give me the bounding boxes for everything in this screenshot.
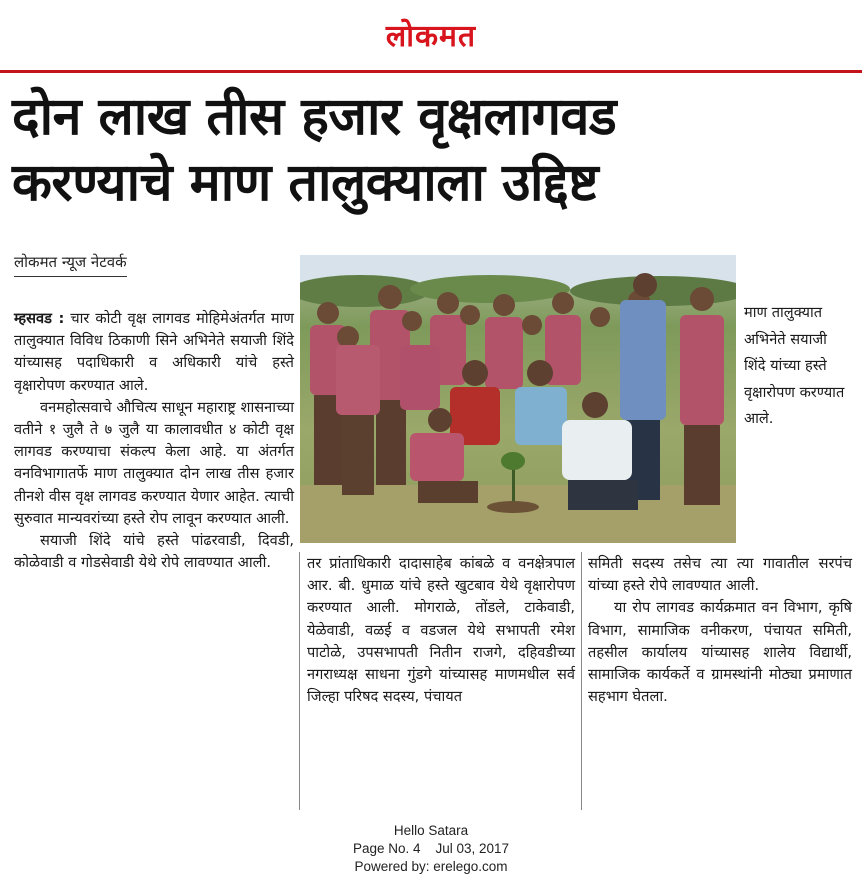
article-column-3	[588, 553, 852, 708]
photo-caption: माण तालुक्यात अभिनेते सयाजी शिंदे यांच्या हस्ते वृक्षारोपण करण्यात आले.	[744, 304, 845, 427]
article-column-1	[14, 308, 294, 574]
article-photo	[300, 255, 736, 543]
paragraph: या रोप लागवड कार्यक्रमात वन विभाग, कृषि विभाग, सामाजिक वनीकरण, पंचायत समिती, तहसील कार्यालय यांच्यासह शालेय विद्यार्थी, सामाजिक कार्यकर्ते व ग्रामस्थांनी मोठ्या प्रमाणात सहभाग घेतला.	[588, 599, 852, 706]
photo-illustration	[300, 255, 736, 543]
paragraph: समिती सदस्य तसेच त्या त्या गावातील सरपंच यांच्या हस्ते रोपे लावण्यात आली.	[588, 555, 852, 595]
page-and-date: Page No. 4 Jul 03, 2017	[352, 841, 510, 856]
article-column-2	[307, 553, 575, 708]
paragraph-text: चार कोटी वृक्ष लागवड मोहिमेअंतर्गत माण तालुक्यात विविध ठिकाणी सिने अभिनेते सयाजी शिंदे यांच्यासह पदाधिकारी व अधिकारी यांचे हस्ते वृक्षारोपण करण्यात आले.	[14, 310, 294, 394]
newspaper-masthead: लोकमत	[385, 19, 477, 54]
powered-by-link[interactable]: Powered by: erelego.com	[354, 859, 508, 874]
headline-line-2: करण्याचे माण तालुक्याला उद्दिष्ट	[12, 153, 599, 213]
headline-line-1: दोन लाख तीस हजार वृक्षलागवड	[12, 87, 617, 147]
edition-name: Hello Satara	[393, 823, 469, 838]
masthead-rule	[0, 70, 862, 73]
page-footer	[0, 822, 862, 876]
paragraph-lead	[14, 308, 294, 397]
paragraph: तर प्रांताधिकारी दादासाहेब कांबळे व वनक्षेत्रपाल आर. बी. धुमाळ यांचे हस्ते खुटबाव येथे वृक्षारोपण करण्यात आली. मोगराळे, तोंडले, टाकेवाडी, येळेवाडी, वळई व वडजल येथे सभापती रमेश पाटोळे, उपसभापती नितीन राजगे, दहिवडीच्या नगराध्यक्ष साधना गुंडगे यांच्यासह माणमधील सर्व जिल्हा परिषद सदस्य, पंचायत	[307, 555, 575, 706]
paragraph: सयाजी शिंदे यांचे हस्ते पांढरवाडी, दिवडी, कोळेवाडी व गोडसेवाडी येथे रोपे लावण्यात आली.	[14, 532, 294, 572]
dateline: म्हसवड :	[14, 310, 65, 327]
column-divider	[581, 552, 582, 810]
article-headline	[12, 84, 852, 216]
byline: लोकमत न्यूज नेटवर्क	[14, 252, 127, 277]
paragraph: वनमहोत्सवाचे औचित्य साधून महाराष्ट्र शासनाच्या वतीने १ जुलै ते ७ जुलै या कालावधीत ४ कोटी वृक्ष लागवड करण्याचा संकल्प केला आहे. या अंतर्गत वनविभागातर्फे माण तालुक्यात दोन लाख तीस हजार तीनशे वीस वृक्ष लागवड करण्यात येणार आहेत. त्याची सुरुवात मान्यवरांच्या हस्ते रोप लावून करण्यात आली.	[14, 398, 294, 527]
column-divider	[299, 552, 300, 810]
